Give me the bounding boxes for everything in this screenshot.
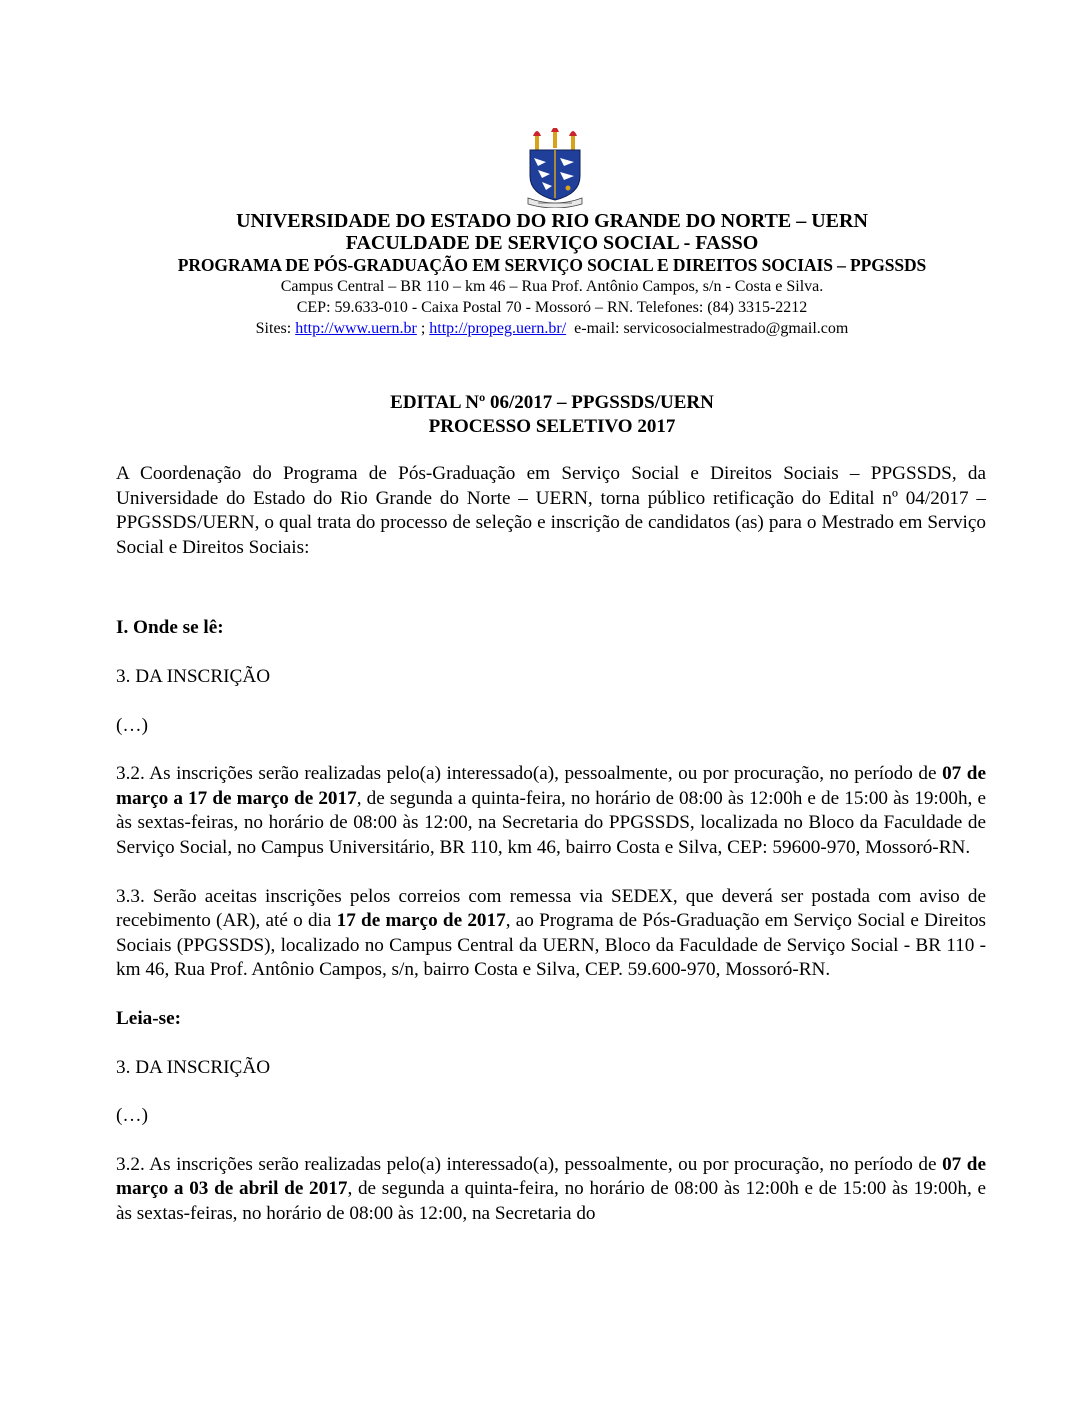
ellipsis-old: (…) [116, 714, 148, 736]
ellipsis-new: (…) [116, 1105, 148, 1127]
sites-separator: ; [416, 320, 430, 337]
sites-label: Sites: [255, 320, 296, 337]
edital-number: EDITAL Nº 06/2017 – PPGSSDS/UERN [390, 392, 714, 413]
sites-line [100, 318, 1004, 339]
contact-line: CEP: 59.633-010 - Caixa Postal 70 - Mossoró – RN. Telefones: (84) 3315-2212 [296, 299, 808, 316]
item-3-2-old-text-c: , de segunda a quinta-feira, no horário de 08:00 às 12:00h e de 15:00 às 19:00h, e às sextas-feiras, no horário de 08:00 às 12:00, na Secretaria do PPGSSDS, localizada no Bloco da Faculdade de Serviço Social, no Campus Universitário, BR 110, km 46, bairro Costa e Silva, CEP: 59600-970, Mossoró-RN. [116, 787, 986, 858]
onde-se-le-heading: I. Onde se lê: [116, 617, 224, 639]
item-3-2-old-text-a: 3.2. As inscrições serão realizadas pelo(a) interessado(a), pessoalmente, ou por procuração, no período de [116, 763, 943, 785]
address-line: Campus Central – BR 110 – km 46 – Rua Prof. Antônio Campos, s/n - Costa e Silva. [280, 278, 824, 295]
item-3-3-date: 17 de março de 2017 [336, 910, 506, 932]
item-3-2-new [116, 1153, 986, 1227]
leia-se-heading: Leia-se: [116, 1007, 182, 1029]
program-name: PROGRAMA DE PÓS-GRADUAÇÃO EM SERVIÇO SOCIAL E DIREITOS SOCIAIS – PPGSSDS [177, 255, 927, 275]
faculty-name: FACULDADE DE SERVIÇO SOCIAL - FASSO [345, 232, 759, 254]
section-title-old: 3. DA INSCRIÇÃO [116, 665, 271, 687]
section-title-new: 3. DA INSCRIÇÃO [116, 1056, 271, 1078]
document-body [116, 462, 986, 1226]
letterhead [100, 210, 1004, 339]
institution-name: UNIVERSIDADE DO ESTADO DO RIO GRANDE DO NORTE – UERN [236, 210, 868, 232]
item-3-3-text-c: , ao Programa de Pós-Graduação em Serviço Social e Direitos Sociais (PPGSSDS), localizado no Campus Central da UERN, Bloco da Faculdade de Serviço Social - BR 110 - km 46, Rua Prof. Antônio Campos, s/n, bairro Costa e Silva, CEP. 59.600-970, Mossoró-RN. [116, 910, 986, 981]
edital-process: PROCESSO SELETIVO 2017 [428, 416, 676, 437]
item-3-2-new-text-a: 3.2. As inscrições serão realizadas pelo(a) interessado(a), pessoalmente, ou por procuração, no período de [116, 1153, 943, 1175]
email-text: e-mail: servicosocialmestrado@gmail.com [566, 320, 849, 337]
propeg-link[interactable]: http://propeg.uern.br/ [429, 320, 567, 337]
item-3-2-old-dates: 07 de março a 17 de março de 2017 [116, 763, 986, 809]
item-3-3-text-a: 3.3. Serão aceitas inscrições pelos correios com remessa via SEDEX, que deverá ser postada com aviso de recebimento (AR), até o dia [116, 885, 986, 932]
item-3-3 [116, 885, 986, 983]
uern-coat-of-arms-icon [524, 128, 586, 208]
item-3-2-new-text-c: , de segunda a quinta-feira, no horário de 08:00 às 12:00h e de 15:00 às 19:00h, e às sextas-feiras, no horário de 08:00 às 12:00, na Secretaria do [116, 1178, 986, 1224]
edital-titles [100, 391, 1004, 439]
uern-link[interactable]: http://www.uern.br [295, 320, 417, 337]
intro-paragraph: A Coordenação do Programa de Pós-Graduação em Serviço Social e Direitos Sociais – PPGSSDS, da Universidade do Estado do Rio Grande do Norte – UERN, torna público retificação do Edital nº 04/2017 – PPGSSDS/UERN, o qual trata do processo de seleção e inscrição de candidatos (as) para o Mestrado em Serviço Social e Direitos Sociais: [116, 463, 986, 558]
item-3-2-new-dates: 07 de março a 03 de abril de 2017 [116, 1153, 986, 1200]
item-3-2-old [116, 762, 986, 860]
